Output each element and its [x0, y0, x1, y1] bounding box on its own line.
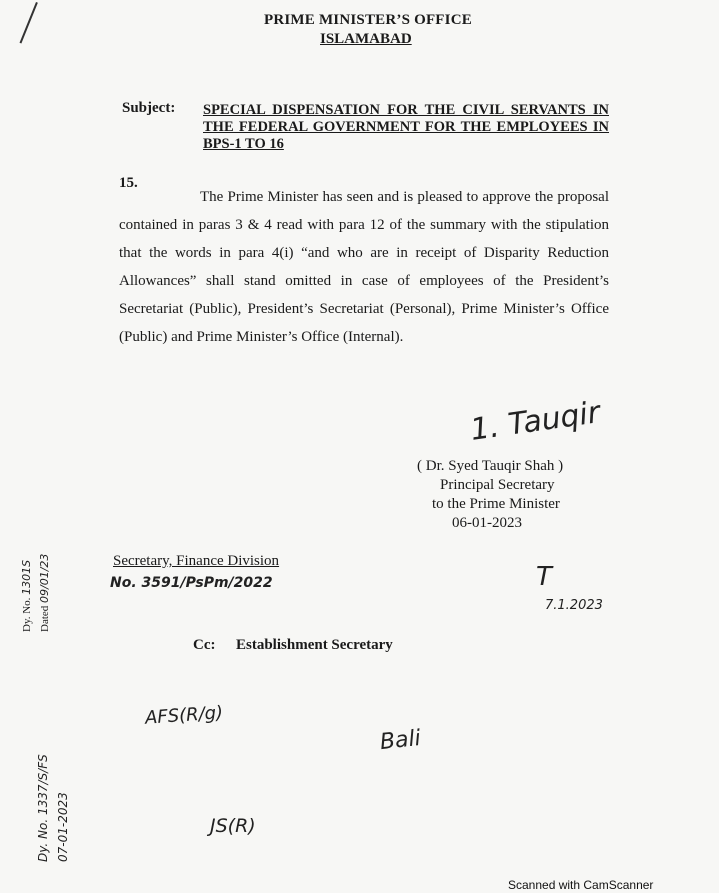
- dated-label: Dated: [39, 605, 51, 632]
- diary-stamp-date: [38, 554, 51, 632]
- diary-stamp-number: [20, 560, 33, 632]
- office-header: PRIME MINISTER’S OFFICE: [264, 12, 472, 28]
- cc-recipient: Establishment Secretary: [236, 637, 393, 653]
- afs-annotation: AFS(R/g): [144, 702, 224, 729]
- signature-date: 06-01-2023: [452, 515, 522, 531]
- dy-no-label: Dy. No.: [21, 597, 33, 632]
- paragraph-text: The Prime Minister has seen and is pleased to approve the proposal contained in paras 3 & 4 read with para 12 of the summary with the stipulation that the words in para 4(i) “and who are in receipt of Disparity Reduction Allowances” shall stand omitted in case of employees of the President’s Secretariat (Public), President’s Secretariat (Personal), Prime Minister’s Office (Public) and Prime Minister’s Office (Internal).: [119, 189, 609, 345]
- diary-stamp-number-2: Dy. No. 1337/S/FS: [36, 754, 50, 862]
- reference-number: No. 3591/PsPm/2022: [110, 575, 273, 591]
- subject-text: SPECIAL DISPENSATION FOR THE CIVIL SERVANTS IN THE FEDERAL GOVERNMENT FOR THE EMPLOYEES IN BPS-1 TO 16: [203, 102, 609, 152]
- dated-value: 09/01/23: [38, 553, 51, 603]
- subject-label: Subject:: [122, 100, 176, 116]
- paragraph-body: [119, 183, 609, 351]
- signatory-name: ( Dr. Syed Tauqir Shah ): [417, 458, 564, 474]
- js-annotation: JS(R): [210, 815, 256, 837]
- corner-mark: [20, 2, 38, 44]
- handwritten-signature: 1. Tauqir: [468, 395, 603, 448]
- initials-mark: T: [536, 562, 552, 592]
- addressee: Secretary, Finance Division: [113, 553, 280, 569]
- initials-date: 7.1.2023: [545, 598, 603, 613]
- scanner-watermark: Scanned with CamScanner: [508, 878, 654, 892]
- diary-stamp-date-2: 07-01-2023: [56, 792, 70, 862]
- dy-no-value: 1301S: [20, 559, 33, 595]
- signatory-title-line2: to the Prime Minister: [432, 496, 560, 512]
- city-header: ISLAMABAD: [320, 31, 412, 47]
- signatory-title: Principal Secretary: [440, 477, 555, 493]
- paragraph-number: 15.: [119, 175, 138, 191]
- cc-label: Cc:: [193, 637, 216, 653]
- handwritten-scribble: Bali: [378, 725, 423, 756]
